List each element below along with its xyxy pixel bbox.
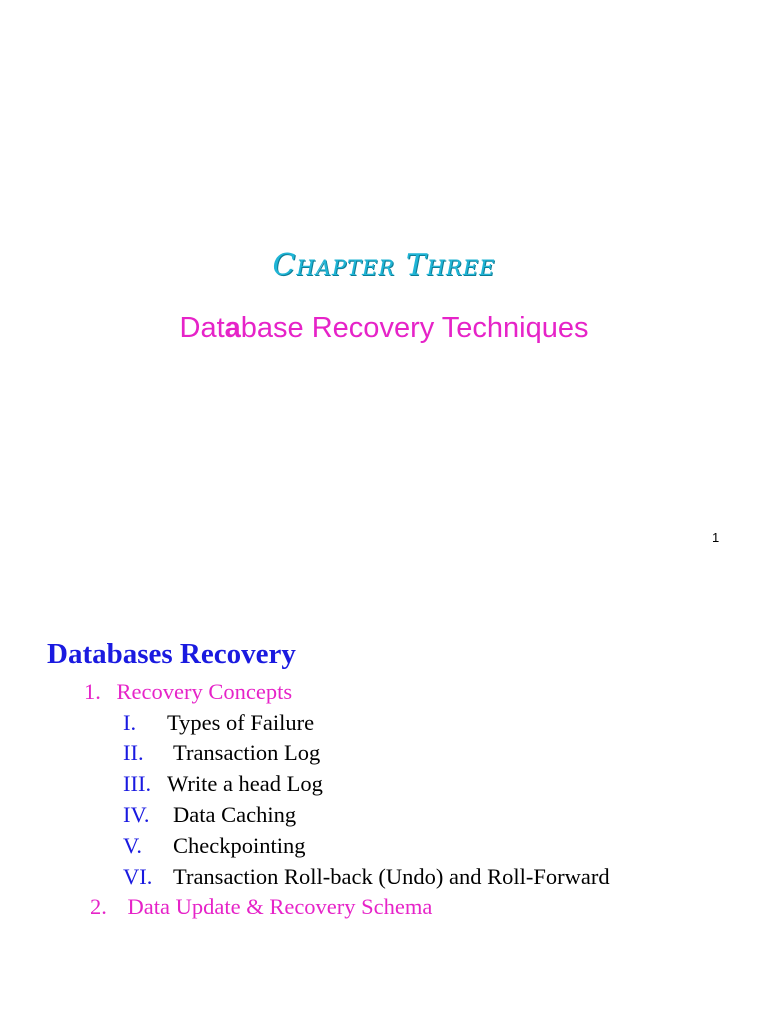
subtitle-part-2: base Recovery Techniques [240,312,589,344]
sub-item-2-label: Transaction Log [173,740,321,765]
list-item-2-label: Data Update & Recovery Schema [127,894,433,919]
sub-item-2-number: II. [123,740,144,765]
sub-item-5 [123,833,305,859]
sub-item-3 [123,771,323,797]
subtitle-bold-letter: a [224,312,241,344]
sub-item-4-number: IV. [123,802,150,827]
list-item-2-number: 2. [90,894,107,919]
sub-item-6 [123,864,610,890]
sub-item-1-number: I. [123,710,137,735]
list-item-1-label: Recovery Concepts [116,679,293,704]
sub-item-5-number: V. [123,833,142,858]
section-heading: Databases Recovery [47,638,296,670]
sub-item-3-label: Write a head Log [167,771,323,796]
sub-item-6-label: Transaction Roll-back (Undo) and Roll-Forward [173,864,610,889]
sub-item-5-label: Checkpointing [173,833,306,858]
sub-item-2 [123,740,320,766]
list-item-1 [84,679,292,705]
slide-number: 1 [712,530,720,545]
subtitle-part-1: Dat [179,312,225,344]
sub-item-3-number: III. [123,771,152,796]
sub-item-6-number: VI. [123,864,153,889]
sub-item-4 [123,802,296,828]
slide-subtitle [0,312,768,345]
sub-item-1 [123,710,314,736]
sub-item-1-label: Types of Failure [167,710,315,735]
list-item-2 [90,894,432,920]
chapter-title: Chapter Three [272,248,496,283]
list-item-1-number: 1. [84,679,101,704]
sub-item-4-label: Data Caching [173,802,297,827]
